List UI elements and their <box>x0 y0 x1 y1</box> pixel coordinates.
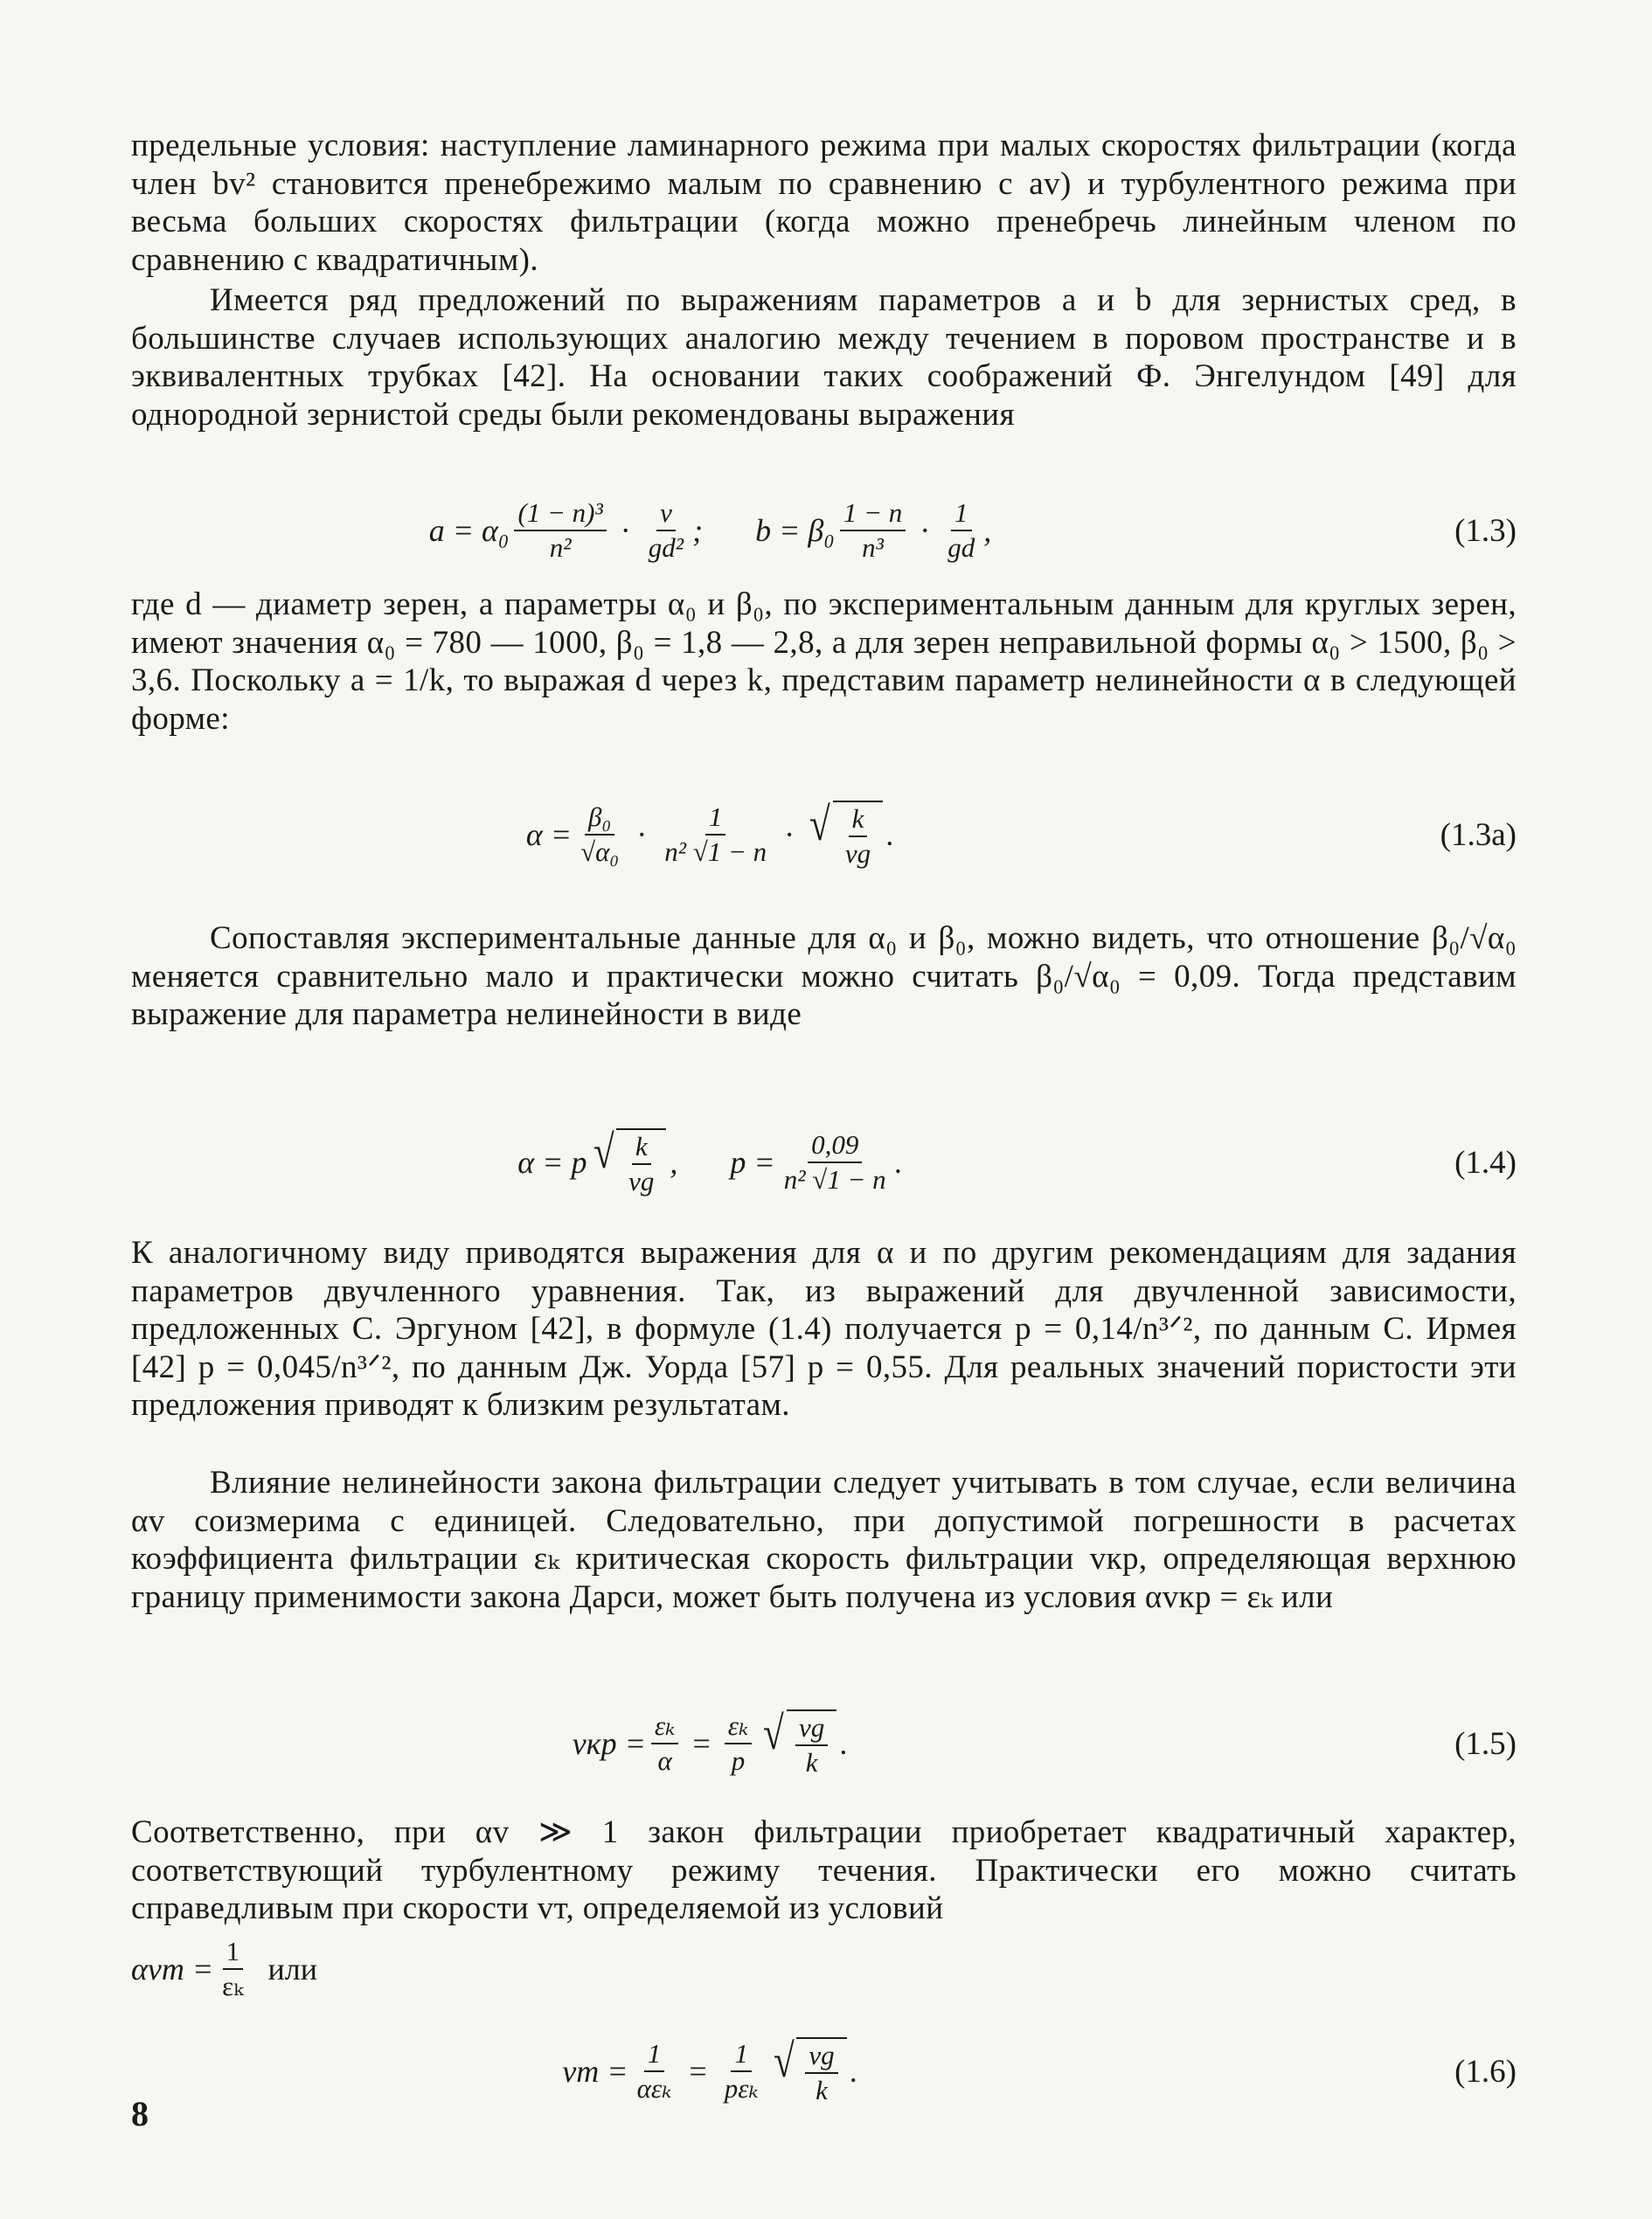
paragraph-6-text: Влияние нелинейности закона фильтрации следует учитывать в том случае, если величина αv соизмерима с единицей. Следовательно, при допустимой погрешности в расчетах коэффициента фильтрации εₖ критическая скорость фильтрации vкр, определяющая верхнюю границу применимости закона Дарси, может быть получена из условия αvкр = εₖ или <box>131 1465 1517 1615</box>
eq14-rad-num: k <box>632 1132 651 1165</box>
eq13-comma: , <box>983 513 992 548</box>
cond-tail: или <box>267 1951 317 1987</box>
eq13-dot2: · <box>920 513 931 548</box>
paragraph-3 <box>131 586 1517 738</box>
eq13a-frac1 <box>577 802 622 867</box>
eq13a-rad-num: k <box>849 804 868 837</box>
eq14-rad-den: νg <box>628 1166 655 1196</box>
paragraph-6 <box>131 1464 1517 1616</box>
eq14-end: . <box>894 1145 903 1180</box>
eq15-frac1 <box>651 1711 679 1776</box>
eq15-rad-den: k <box>805 1747 818 1778</box>
eq16-frac1-num: 1 <box>644 2039 665 2072</box>
eq13a-frac2 <box>661 802 770 867</box>
eq13a-frac2-num: 1 <box>705 802 726 836</box>
condition-line <box>131 1927 1517 2010</box>
eq16-sqrt <box>771 2037 847 2105</box>
paragraph-4-text: Сопоставляя экспериментальные данные для α₀ и β₀, можно видеть, что отношение β₀/√α₀ меняется сравнительно мало и практически можно считать β₀/√α₀ = 0,09. Тогда представим выражение для параметра нелинейности в виде <box>131 920 1517 1032</box>
eq13-frac1-den: n² <box>549 532 572 563</box>
eq14-sqrt <box>591 1128 667 1196</box>
paragraph-3-text: где d — диаметр зерен, а параметры α₀ и β₀, по экспериментальным данным для круглых зерен, имеют значения α₀ = 780 — 1000, β₀ = 1,8 — 2,8, а для зерен неправильной формы α₀ > 1500, β₀ > 3,6. Поскольку a = 1/k, то выражая d через k, представим параметр нелинейности α в следующей форме: <box>131 586 1517 737</box>
equation-1-3a <box>131 782 1517 887</box>
eq14-frac <box>781 1130 890 1195</box>
equation-1-6-body <box>131 2019 1289 2124</box>
eq15-end: . <box>840 1726 849 1761</box>
cond-lhs: αvт = <box>131 1951 214 1987</box>
equation-1-3a-body <box>131 782 1289 887</box>
eq13-frac1 <box>514 498 606 563</box>
eq16-frac2 <box>721 2039 762 2104</box>
eq16-rad-num: νg <box>805 2041 837 2074</box>
equation-1-3-body <box>131 482 1289 579</box>
equation-1-3-number: (1.3) <box>1454 512 1517 549</box>
equation-1-5-body <box>131 1691 1289 1796</box>
eq13-dot1: · <box>620 513 631 548</box>
eq16-lhs: vт = <box>562 2054 628 2089</box>
paragraph-5 <box>131 1234 1517 1425</box>
eq13-frac4-num: 1 <box>951 498 972 531</box>
eq15-frac2-num: εₖ <box>725 1711 753 1744</box>
eq16-frac2-den: pεₖ <box>724 2073 759 2104</box>
eq13a-sqrt <box>807 798 883 869</box>
eq13a-rad-den: νg <box>844 838 871 869</box>
eq15-frac2 <box>725 1711 753 1776</box>
equation-1-3a-number: (1.3а) <box>1440 816 1517 853</box>
equation-1-6 <box>131 2019 1517 2124</box>
eq14-comma: , <box>670 1145 678 1180</box>
eq13-frac3-num: 1 − n <box>840 498 906 531</box>
eq13-frac3 <box>840 498 906 563</box>
eq15-lhs: vкр = <box>572 1726 646 1761</box>
equation-1-3 <box>131 482 1517 579</box>
equation-1-5 <box>131 1691 1517 1796</box>
eq13a-frac1-num: β₀ <box>585 802 614 836</box>
eq16-equals: = <box>689 2054 707 2089</box>
condition-body <box>131 1927 317 2010</box>
eq13-semicolon: ; <box>692 513 704 548</box>
eq14-frac-num: 0,09 <box>808 1130 862 1163</box>
eq13-frac2 <box>645 498 687 563</box>
eq14-frac-den: n² √1 − n <box>783 1164 886 1195</box>
radical-icon: √ <box>593 1126 614 1178</box>
eq13-frac4-den: gd <box>947 532 975 563</box>
eq14-lhs2: p = <box>730 1145 775 1180</box>
equation-1-6-number: (1.6) <box>1454 2053 1517 2090</box>
equation-1-4-body <box>131 1110 1289 1215</box>
eq13-frac2-den: gd² <box>648 532 684 563</box>
eq15-frac2-den: p <box>731 1745 746 1776</box>
eq13a-dot1: · <box>636 817 648 852</box>
eq16-rad-den: k <box>816 2075 828 2105</box>
eq15-equals: = <box>692 1726 711 1761</box>
paragraph-4 <box>131 919 1517 1034</box>
eq13-frac3-den: n³ <box>862 532 884 563</box>
radical-icon: √ <box>763 1707 784 1759</box>
eq13-b-lhs: b = β₀ <box>755 513 835 548</box>
equation-1-5-number: (1.5) <box>1454 1725 1517 1762</box>
eq16-end: . <box>850 2054 858 2089</box>
cond-frac <box>219 1937 246 2001</box>
eq13a-lhs: α = <box>525 817 573 852</box>
eq13-frac2-num: ν <box>656 498 676 531</box>
eq13-a-lhs: a = α₀ <box>428 513 510 548</box>
eq13-frac1-num: (1 − n)³ <box>514 498 606 531</box>
paragraph-5-text: К аналогичному виду приводятся выражения для α и по другим рекомендациям для задания параметров двучленного уравнения. Так, из выражений для двучленной зависимости, предложенных С. Эргуном [42], в формуле (1.4) получается p = 0,14/n³ᐟ², по данным С. Ирмея [42] p = 0,045/n³ᐟ², по данным Дж. Уорда [57] p = 0,55. Для реальных значений пористости эти предложения приводят к близким результатам. <box>131 1235 1517 1423</box>
radical-icon: √ <box>809 798 830 850</box>
equation-1-4-number: (1.4) <box>1454 1144 1517 1181</box>
paragraph-1 <box>131 127 1517 279</box>
radical-icon: √ <box>773 2035 795 2087</box>
paragraph-1-text: предельные условия: наступление ламинарного режима при малых скоростях фильтрации (когда член bv² становится пренебрежимо малым по сравнению с av) и турбулентного режима при весьма больших скоростях фильтрации (когда можно пренебречь линейным членом по сравнению с квадратичным). <box>131 128 1517 278</box>
eq13a-dot2: · <box>784 817 795 852</box>
eq15-frac1-num: εₖ <box>651 1711 679 1744</box>
eq13-frac4 <box>944 498 978 563</box>
cond-frac-num: 1 <box>223 1937 244 1970</box>
eq16-frac1-den: αεₖ <box>636 2073 672 2104</box>
paragraph-7 <box>131 1813 1517 1928</box>
eq13a-frac1-den: √α₀ <box>580 836 620 867</box>
eq15-rad-num: νg <box>795 1713 828 1746</box>
eq14-lhs1: α = p <box>517 1145 587 1180</box>
paragraph-2 <box>131 281 1517 433</box>
eq15-sqrt <box>760 1709 836 1778</box>
paragraph-7-text: Соответственно, при αv ≫ 1 закон фильтрации приобретает квадратичный характер, соответствующий турбулентному режиму течения. Практически его можно считать справедливым при скорости vт, определяемой из условий <box>131 1814 1517 1926</box>
eq13a-end: . <box>886 817 895 852</box>
equation-1-4 <box>131 1110 1517 1215</box>
eq13a-frac2-den: n² √1 − n <box>664 836 767 867</box>
eq15-frac1-den: α <box>657 1745 672 1776</box>
page-number: 8 <box>131 2094 149 2133</box>
cond-frac-den: εₖ <box>222 1970 244 2001</box>
eq16-frac2-num: 1 <box>731 2039 752 2072</box>
eq16-frac1 <box>634 2039 676 2104</box>
paragraph-2-text: Имеется ряд предложений по выражениям параметров a и b для зернистых сред, в большинстве случаев использующих аналогию между течением в поровом пространстве и в эквивалентных трубках [42]. На основании таких соображений Ф. Энгелундом [49] для однородной зернистой среды были рекомендованы выражения <box>131 282 1517 433</box>
